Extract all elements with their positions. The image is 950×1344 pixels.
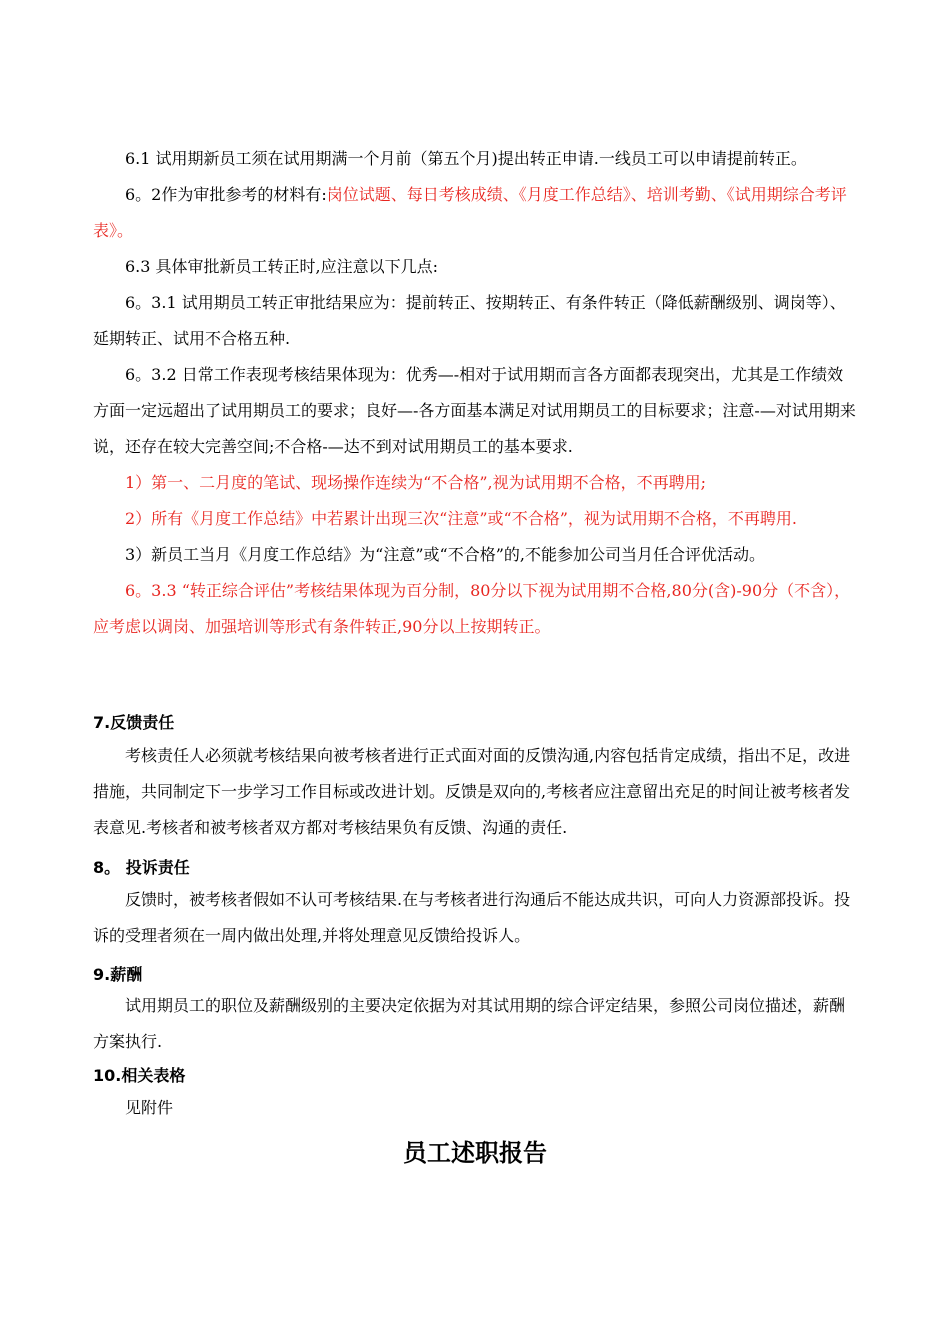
paragraph-6-3-1: 6。3.1 试用期员工转正审批结果应为：提前转正、按期转正、有条件转正（降低薪酬级别、调岗等）、延期转正、试用不合格五种.	[93, 293, 846, 348]
section-7-body-block	[93, 738, 859, 846]
section-10-body: 见附件	[125, 1098, 174, 1117]
section-10-body-block	[93, 1090, 859, 1126]
paragraph-item-3: 3）新员工当月《月度工作总结》为“注意”或“不合格”的,不能参加公司当月任合评优活动。	[125, 545, 765, 564]
paragraph-6-2-prefix: 6。2作为审批参考的材料有:	[125, 185, 327, 204]
section-8-body: 反馈时，被考核者假如不认可考核结果.在与考核者进行沟通后不能达成共识，可向人力资源部投诉。投诉的受理者须在一周内做出处理,并将处理意见反馈给投诉人。	[93, 890, 851, 945]
paragraph-item-1: 1）第一、二月度的笔试、现场操作连续为“不合格”,视为试用期不合格，不再聘用;	[125, 473, 707, 492]
section-9-body-block	[93, 988, 859, 1060]
section-9-body: 试用期员工的职位及薪酬级别的主要决定依据为对其试用期的综合评定结果，参照公司岗位描述，薪酬方案执行.	[93, 996, 846, 1051]
report-title: 员工述职报告	[403, 1139, 547, 1167]
section-7-heading: 7.反馈责任	[93, 713, 175, 732]
section-9-heading: 9.薪酬	[93, 965, 143, 984]
paragraph-6-3: 6.3 具体审批新员工转正时,应注意以下几点:	[125, 257, 439, 276]
section-8-heading: 8。 投诉责任	[93, 858, 190, 877]
paragraph-6-2-materials: 岗位试题、每日考核成绩、《月度工作总结》、培训考勤、《试用期综合考评表》。	[93, 185, 847, 240]
section-6-block	[93, 141, 859, 645]
section-10-heading: 10.相关表格	[93, 1066, 186, 1085]
paragraph-6-3-3: 6。3.3 “转正综合评估”考核结果体现为百分制，80分以下视为试用期不合格,80分(含)-90分（不含），应考虑以调岗、加强培训等形式有条件转正,90分以上按期转正。	[93, 581, 851, 636]
paragraph-6-3-2: 6。3.2 日常工作表现考核结果体现为：优秀—-相对于试用期而言各方面都表现突出，尤其是工作绩效方面一定远超出了试用期员工的要求；良好—-各方面基本满足对试用期员工的目标要求；注意-—对试用期来说，还存在较大完善空间;不合格-—达不到对试用期员工的基本要求.	[93, 365, 856, 456]
paragraph-6-2	[93, 177, 859, 249]
paragraph-item-2: 2）所有《月度工作总结》中若累计出现三次“注意”或“不合格”，视为试用期不合格，不再聘用.	[125, 509, 797, 528]
section-7-body: 考核责任人必须就考核结果向被考核者进行正式面对面的反馈沟通,内容包括肯定成绩，指出不足，改进措施，共同制定下一步学习工作目标或改进计划。反馈是双向的,考核者应注意留出充足的时间让被考核者发表意见.考核者和被考核者双方都对考核结果负有反馈、沟通的责任.	[93, 746, 851, 837]
section-8-body-block	[93, 882, 859, 954]
paragraph-6-1: 6.1 试用期新员工须在试用期满一个月前（第五个月)提出转正申请.一线员工可以申请提前转正。	[125, 149, 807, 168]
